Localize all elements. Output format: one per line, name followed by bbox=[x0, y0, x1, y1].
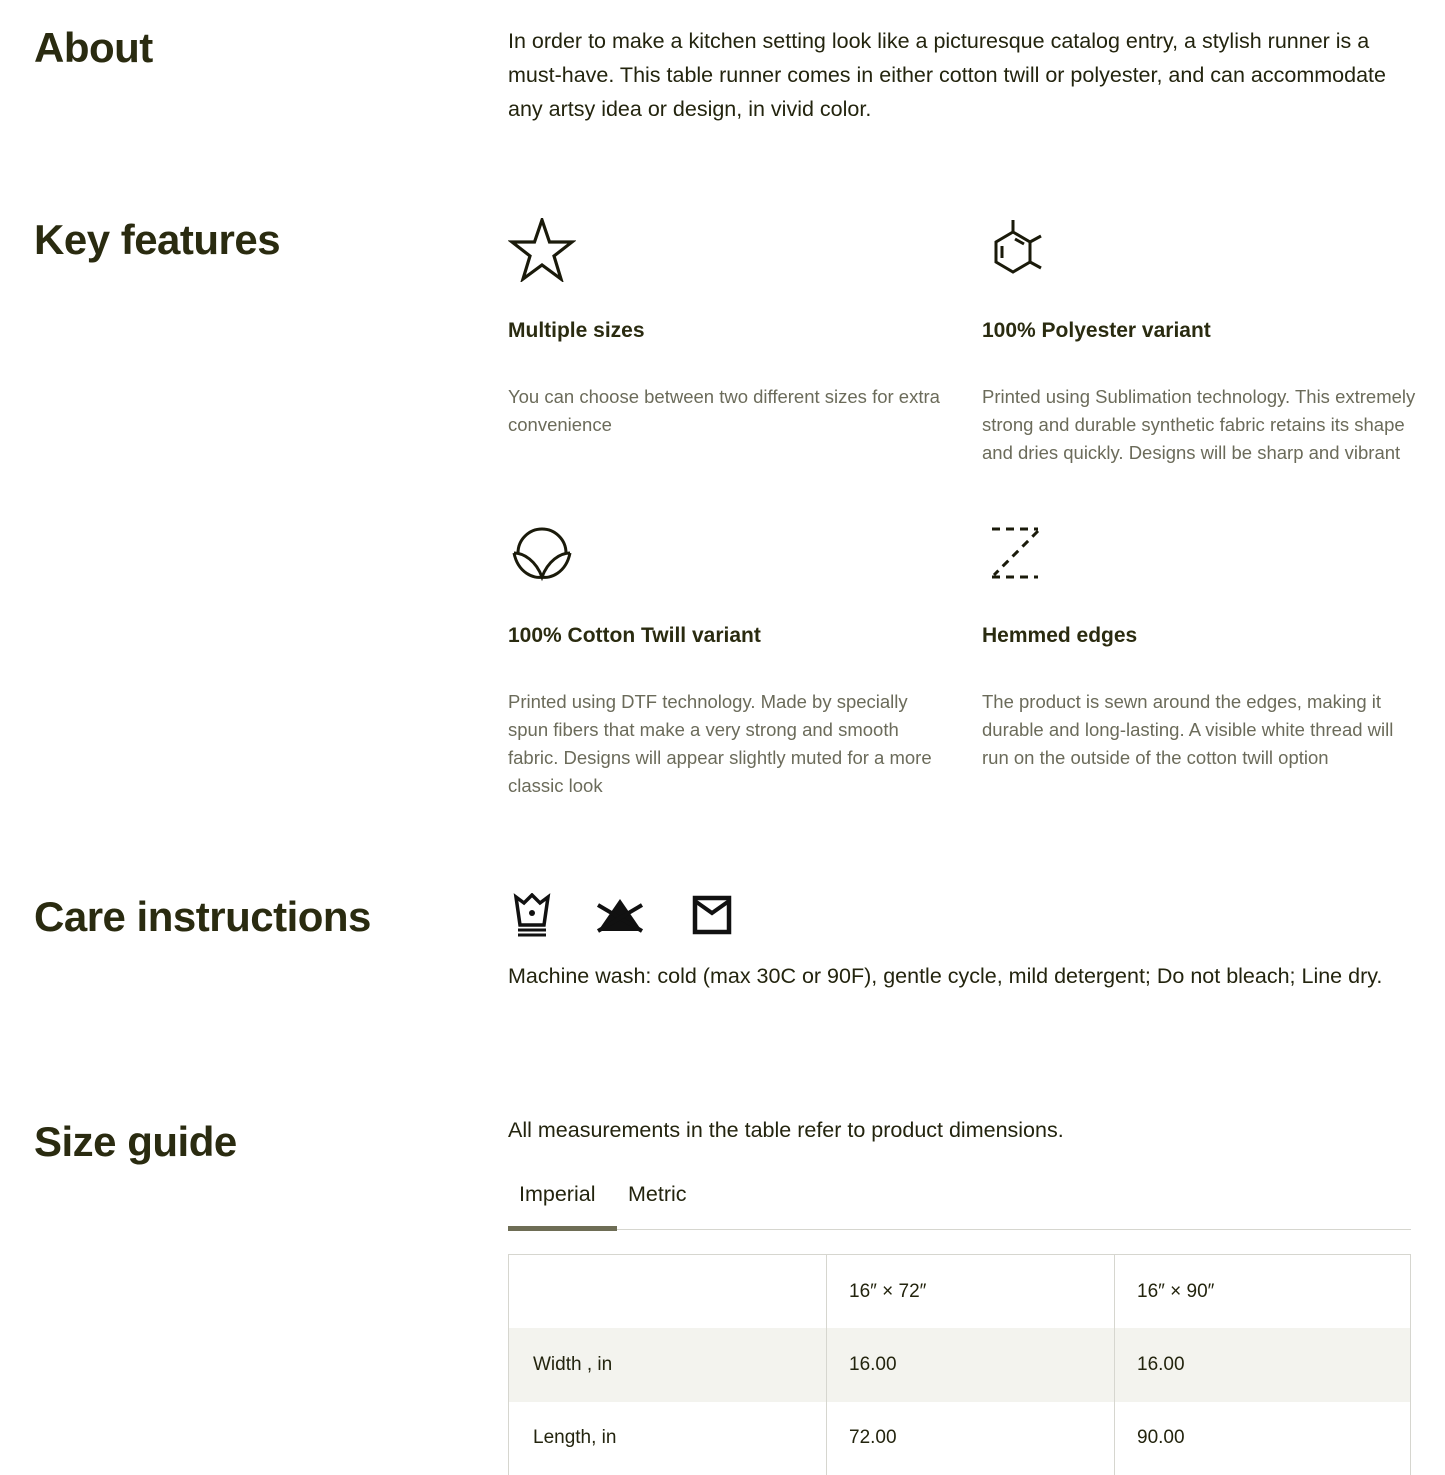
row-label: Length, in bbox=[509, 1402, 827, 1475]
row-label: Width , in bbox=[509, 1328, 827, 1402]
feature-title: Hemmed edges bbox=[982, 624, 1138, 647]
table-row bbox=[509, 1402, 1411, 1475]
feature-title: 100% Cotton Twill variant bbox=[508, 624, 761, 647]
table-header-cell: 16″ × 90″ bbox=[1115, 1255, 1411, 1329]
size-table bbox=[508, 1254, 1411, 1475]
do-not-bleach-icon bbox=[596, 895, 644, 940]
line-dry-icon bbox=[692, 895, 732, 940]
table-header-cell: 16″ × 72″ bbox=[827, 1255, 1115, 1329]
table-cell: 16.00 bbox=[1115, 1328, 1411, 1402]
care-instructions-text: Machine wash: cold (max 30C or 90F), gentle cycle, mild detergent; Do not bleach; Line dry. bbox=[508, 964, 1383, 988]
feature-hemmed-edges bbox=[982, 523, 1422, 768]
stitched-edge-icon bbox=[982, 523, 1422, 593]
tab-imperial[interactable]: Imperial bbox=[508, 1182, 617, 1231]
feature-polyester-variant bbox=[982, 218, 1422, 463]
size-guide-note: All measurements in the table refer to product dimensions. bbox=[508, 1118, 1064, 1142]
key-features-heading: Key features bbox=[34, 216, 281, 263]
table-cell: 72.00 bbox=[827, 1402, 1115, 1475]
table-header-row bbox=[509, 1255, 1411, 1329]
care-instructions-heading: Care instructions bbox=[34, 893, 371, 940]
feature-description: The product is sewn around the edges, making it durable and long-lasting. A visible white thread will run on the outside of the cotton twill option bbox=[982, 691, 1394, 768]
table-header-cell bbox=[509, 1255, 827, 1329]
feature-title: Multiple sizes bbox=[508, 319, 645, 342]
star-icon bbox=[508, 218, 948, 288]
table-cell: 16.00 bbox=[827, 1328, 1115, 1402]
machine-wash-cold-icon bbox=[512, 893, 552, 942]
feature-title: 100% Polyester variant bbox=[982, 319, 1211, 342]
size-guide-heading: Size guide bbox=[34, 1118, 237, 1165]
cotton-icon bbox=[508, 523, 948, 593]
feature-description: Printed using DTF technology. Made by specially spun fibers that make a very strong and smooth fabric. Designs will appear slightly muted for a more classic look bbox=[508, 691, 932, 796]
tab-metric[interactable]: Metric bbox=[628, 1182, 687, 1206]
feature-cotton-twill-variant bbox=[508, 523, 948, 796]
about-text: In order to make a kitchen setting look like a picturesque catalog entry, a stylish runner is a must-have. This table runner comes in either cotton twill or polyester, and can accommodate any artsy idea or design, in vivid color. bbox=[508, 29, 1386, 121]
table-cell: 90.00 bbox=[1115, 1402, 1411, 1475]
feature-description: You can choose between two different sizes for extra convenience bbox=[508, 386, 940, 435]
feature-description: Printed using Sublimation technology. This extremely strong and durable synthetic fabric retains its shape and dries quickly. Designs will be sharp and vibrant bbox=[982, 386, 1416, 463]
unit-tabs bbox=[508, 1182, 1411, 1230]
feature-multiple-sizes bbox=[508, 218, 948, 435]
about-heading: About bbox=[34, 24, 153, 71]
polyester-molecule-icon bbox=[982, 218, 1422, 288]
table-row bbox=[509, 1328, 1411, 1402]
